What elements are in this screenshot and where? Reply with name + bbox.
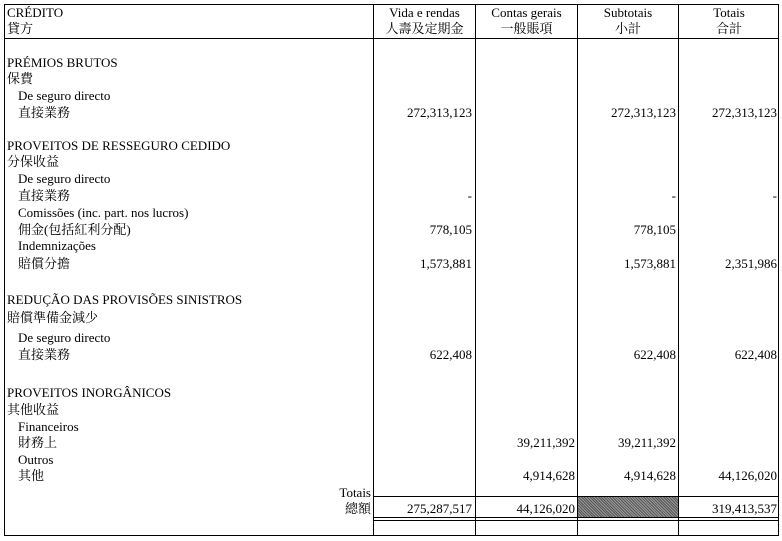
col-header-subtotais: Subtotais: [603, 5, 653, 20]
row-label: Financeiros: [18, 419, 79, 434]
subtotal-total-shaded-cell: [578, 497, 678, 517]
cell-total: 622,408: [734, 347, 777, 362]
cell-vida: 778,105: [429, 222, 472, 237]
section-title-zh: 保費: [7, 71, 34, 86]
cell-subtotal: 1,573,881: [624, 256, 676, 271]
row-label: De seguro directo: [18, 88, 111, 103]
section-title: PROVEITOS INORGÂNICOS: [7, 385, 172, 400]
cell-total: 2,351,986: [725, 256, 777, 271]
cell-subtotal: 272,313,123: [611, 105, 676, 120]
column-divider: [475, 5, 476, 535]
totals-contas: 44,126,020: [516, 501, 575, 516]
row-label: Outros: [18, 452, 54, 467]
col-header-vida-zh: 人壽及定期金: [385, 21, 464, 36]
row-label: De seguro directo: [18, 330, 111, 345]
header-title-pt: CRÉDITO: [7, 5, 64, 20]
cell-vida: 622,408: [429, 347, 472, 362]
credit-table: [4, 4, 779, 536]
cell-vida: -: [467, 188, 472, 203]
col-header-contas-zh: 一般賬項: [500, 21, 553, 36]
cell-subtotal: 4,914,628: [624, 468, 676, 483]
row-label-zh: 佣金(包括紅利分配): [18, 222, 131, 237]
cell-subtotal: 622,408: [633, 347, 676, 362]
cell-vida: 272,313,123: [407, 105, 472, 120]
col-header-totais: Totais: [713, 5, 745, 20]
row-label-zh: 直接業務: [18, 105, 71, 120]
cell-total: 272,313,123: [712, 105, 777, 120]
cell-contas: 4,914,628: [523, 468, 575, 483]
col-header-contas: Contas gerais: [491, 5, 562, 20]
cell-subtotal: -: [671, 188, 676, 203]
section-title-zh: 分保收益: [7, 154, 60, 169]
totals-label: Totais: [339, 485, 371, 500]
cell-subtotal: 39,211,392: [617, 435, 676, 450]
cell-vida: 1,573,881: [420, 256, 472, 271]
col-header-subtotais-zh: 小計: [614, 21, 641, 36]
totals-top-rule: [373, 496, 779, 497]
row-label: Comissões (inc. part. nos lucros): [18, 205, 189, 220]
row-label: Indemnizações: [18, 238, 96, 253]
section-title: REDUÇÃO DAS PROVISÕES SINISTROS: [7, 292, 243, 307]
section-title: PROVEITOS DE RESSEGURO CEDIDO: [7, 138, 231, 153]
col-header-totais-zh: 合計: [715, 21, 742, 36]
cell-subtotal: 778,105: [633, 222, 676, 237]
totals-double-rule: [373, 520, 779, 521]
section-title: PRÉMIOS BRUTOS: [7, 55, 118, 70]
row-label: De seguro directo: [18, 171, 111, 186]
header-rule: [5, 38, 778, 39]
cell-contas: 39,211,392: [516, 435, 575, 450]
row-label-zh: 直接業務: [18, 188, 71, 203]
totals-total: 319,413,537: [712, 501, 777, 516]
section-title-zh: 其他收益: [7, 402, 60, 417]
row-label-zh: 直接業務: [18, 347, 71, 362]
row-label-zh: 其他: [18, 468, 45, 483]
row-label-zh: 賠償分擔: [18, 256, 71, 271]
cell-total: -: [772, 188, 777, 203]
totals-label-zh: 總額: [344, 501, 371, 516]
header-title-zh: 貸方: [7, 21, 34, 36]
col-header-vida: Vida e rendas: [389, 5, 460, 20]
section-title-zh: 賠償準備金減少: [7, 310, 99, 325]
cell-total: 44,126,020: [718, 468, 777, 483]
totals-vida: 275,287,517: [407, 501, 472, 516]
totals-bottom-rule: [373, 517, 779, 518]
row-label-zh: 財務上: [18, 435, 58, 450]
